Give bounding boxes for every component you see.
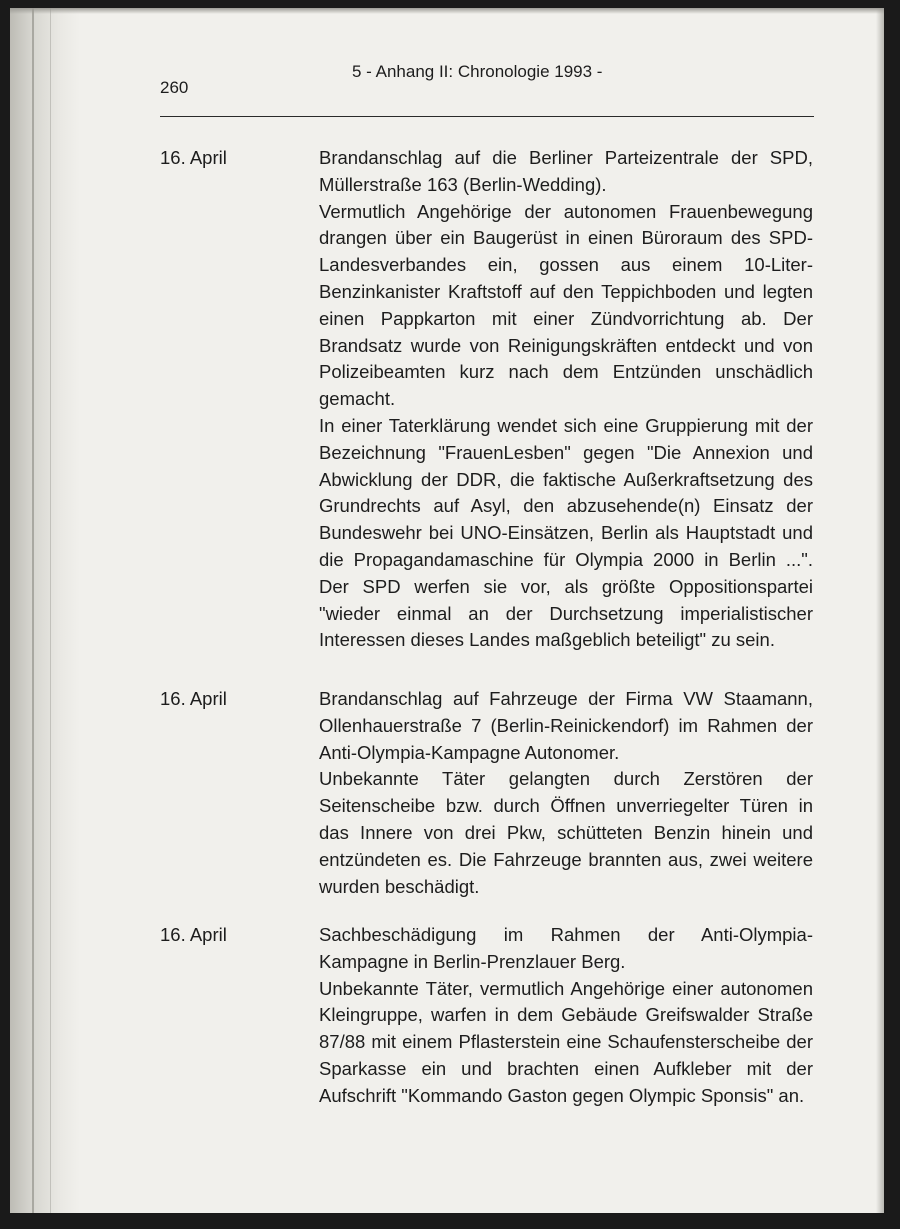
binding-shadow (10, 8, 80, 1213)
entry-paragraph: Unbekannte Täter, vermutlich Angehörige einer autonomen Kleingruppe, warfen in dem Gebäude Greifswalder Straße 87/88 mit einem Pflasterstein eine Schaufensterscheibe der Sparkasse ein und brachten einen Aufkleber mit der Aufschrift "Kommando Gaston gegen Olympic Sponsis" an. (319, 977, 813, 1106)
entry-date: 16. April (160, 147, 227, 168)
entry-body (319, 922, 813, 1110)
entry-date: 16. April (160, 924, 227, 945)
binding-edge-line (32, 8, 34, 1213)
binding-edge-line-inner (50, 8, 51, 1213)
entry-paragraph: Vermutlich Angehörige der autonomen Frauenbewegung drangen über ein Baugerüst in einen Büroraum des SPD-Landesverbandes ein, gossen aus einem 10-Liter-Benzinkanister Kraftstoff auf den Teppichboden und legten einen Pappkarton mit einer Zündvorrichtung ab. Der Brandsatz wurde von Reinigungskräften entdeckt und von Polizeibeamten kurz nach dem Entzünden unschädlich gemacht. (319, 200, 813, 410)
page-number: 260 (160, 78, 189, 97)
entry-paragraph: Unbekannte Täter gelangten durch Zerstören der Seitenscheibe bzw. durch Öffnen unverriegelter Türen in das Innere von drei Pkw, schütteten Benzin hinein und entzündeten es. Die Fahrzeuge brannten aus, zwei weitere wurden beschädigt. (319, 768, 813, 897)
entry-paragraph: In einer Taterklärung wendet sich eine Gruppierung mit der Bezeichnung "FrauenLesben" gegen "Die Annexion und Abwicklung der DDR, die faktische Außerkraftsetzung des Grundrechts auf Asyl, den abzusehende(n) Einsatz der Bundeswehr bei UNO-Einsätzen, Berlin als Hauptstadt und die Propagandamaschine für Olympia 2000 in Berlin ...". Der SPD werfen sie vor, als größte Oppositionspartei "wieder einmal an der Durchsetzung imperialistischer Interessen dieses Landes maßgeblich beteiligt" zu sein. (319, 414, 813, 651)
header-rule (160, 116, 814, 117)
page-right-edge (876, 8, 884, 1213)
entry-body (319, 686, 813, 900)
entry-paragraph: Sachbeschädigung im Rahmen der Anti-Olympia-Kampagne in Berlin-Prenzlauer Berg. (319, 924, 813, 972)
page-top-edge (10, 8, 884, 14)
running-head: 5 - Anhang II: Chronologie 1993 - (352, 62, 603, 81)
entry-body (319, 145, 813, 654)
entry-date: 16. April (160, 688, 227, 709)
entry-paragraph: Brandanschlag auf Fahrzeuge der Firma VW Staamann, Ollenhauerstraße 7 (Berlin-Reinickendorf) im Rahmen der Anti-Olympia-Kampagne Autonomer. (319, 688, 813, 763)
book-page (10, 8, 884, 1213)
entry-paragraph: Brandanschlag auf die Berliner Parteizentrale der SPD, Müllerstraße 163 (Berlin-Wedding). (319, 147, 813, 195)
